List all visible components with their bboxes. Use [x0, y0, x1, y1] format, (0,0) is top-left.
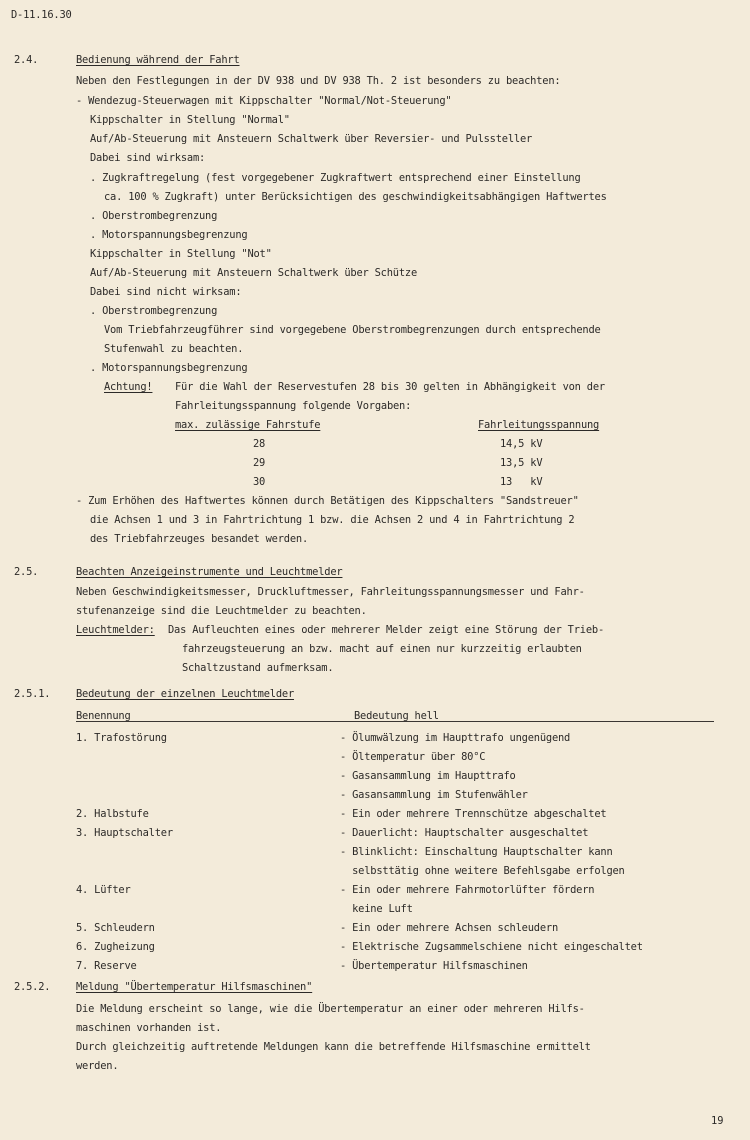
leuchtmelder-label: Leuchtmelder: [76, 624, 155, 636]
paragraph-line: Für die Wahl der Reservestufen 28 bis 30 gelten in Abhängigkeit von der [175, 381, 605, 393]
table-cell-desc: selbsttätig ohne weitere Befehlsgabe erfolgen [340, 865, 625, 877]
achtung-label: Achtung! [104, 381, 153, 393]
table-cell-name: 7. Reserve [76, 960, 137, 972]
section-2-5-number: 2.5. [14, 566, 39, 578]
table-cell-name: 3. Hauptschalter [76, 827, 173, 839]
table-cell-desc: - Blinklicht: Einschaltung Hauptschalter kann [340, 846, 613, 858]
table-cell-name: 2. Halbstufe [76, 808, 149, 820]
page-number: 19 [711, 1115, 724, 1127]
paragraph-line: die Achsen 1 und 3 in Fahrtrichtung 1 bzw. die Achsen 2 und 4 in Fahrtrichtung 2 [90, 514, 575, 526]
table-cell-name: 4. Lüfter [76, 884, 131, 896]
paragraph-line: Auf/Ab-Steuerung mit Ansteuern Schaltwerk über Schütze [90, 267, 418, 279]
table-cell-desc: - Öltemperatur über 80°C [340, 751, 486, 763]
paragraph-line: Vom Triebfahrzeugführer sind vorgegebene Oberstrombegrenzungen durch entsprechende [104, 324, 601, 336]
table-cell-stufe: 29 [253, 457, 266, 469]
list-item: - Wendezug-Steuerwagen mit Kippschalter "Normal/Not-Steuerung" [76, 95, 452, 107]
table-cell-spannung: 13,5 kV [500, 457, 543, 469]
table-cell-desc: - Ölumwälzung im Haupttrafo ungenügend [340, 732, 571, 744]
table-cell-stufe: 28 [253, 438, 266, 450]
section-2-4-number: 2.4. [14, 54, 39, 66]
table-cell-spannung: 14,5 kV [500, 438, 543, 450]
paragraph-line: Kippschalter in Stellung "Not" [90, 248, 272, 260]
table-header-spannung: Fahrleitungsspannung [478, 419, 600, 431]
paragraph-line: werden. [76, 1060, 119, 1072]
paragraph-line: Neben Geschwindigkeitsmesser, Druckluftmesser, Fahrleitungsspannungsmesser und Fahr- [76, 586, 585, 598]
table-cell-desc: - Gasansammlung im Haupttrafo [340, 770, 516, 782]
table-cell-name: 5. Schleudern [76, 922, 155, 934]
paragraph-line: Stufenwahl zu beachten. [104, 343, 244, 355]
paragraph-line: Dabei sind wirksam: [90, 152, 206, 164]
table-cell-desc: - Ein oder mehrere Fahrmotorlüfter fördern [340, 884, 595, 896]
table-cell-spannung: 13 kV [500, 476, 543, 488]
paragraph-line: maschinen vorhanden ist. [76, 1022, 222, 1034]
table-cell-desc: - Ein oder mehrere Trennschütze abgeschaltet [340, 808, 607, 820]
table-header-rule [76, 721, 714, 722]
section-2-5-title: Beachten Anzeigeinstrumente und Leuchtmelder [76, 566, 343, 578]
table-cell-name: 6. Zugheizung [76, 941, 155, 953]
paragraph-line: Dabei sind nicht wirksam: [90, 286, 242, 298]
table-cell-desc: keine Luft [340, 903, 413, 915]
table-cell-name: 1. Trafostörung [76, 732, 167, 744]
paragraph-line: Die Meldung erscheint so lange, wie die Übertemperatur an einer oder mehreren Hilfs- [76, 1003, 585, 1015]
paragraph-line: Neben den Festlegungen in der DV 938 und DV 938 Th. 2 ist besonders zu beachten: [76, 75, 561, 87]
paragraph-line: des Triebfahrzeuges besandet werden. [90, 533, 309, 545]
list-item: . Oberstrombegrenzung [90, 305, 218, 317]
paragraph-line: Durch gleichzeitig auftretende Meldungen kann die betreffende Hilfsmaschine ermittelt [76, 1041, 591, 1053]
list-item: . Zugkraftregelung (fest vorgegebener Zugkraftwert entsprechend einer Einstellung [90, 172, 581, 184]
table-cell-desc: - Dauerlicht: Hauptschalter ausgeschaltet [340, 827, 589, 839]
document-code: D-11.16.30 [11, 9, 72, 21]
paragraph-line: ca. 100 % Zugkraft) unter Berücksichtigen des geschwindigkeitsabhängigen Haftwertes [104, 191, 607, 203]
paragraph-line: Kippschalter in Stellung "Normal" [90, 114, 290, 126]
paragraph-line: Schaltzustand aufmerksam. [182, 662, 334, 674]
table-cell-stufe: 30 [253, 476, 266, 488]
section-2-5-2-title: Meldung "Übertemperatur Hilfsmaschinen" [76, 981, 313, 993]
section-2-5-1-title: Bedeutung der einzelnen Leuchtmelder [76, 688, 295, 700]
section-2-5-2-number: 2.5.2. [14, 981, 51, 993]
paragraph-line: fahrzeugsteuerung an bzw. macht auf einen nur kurzzeitig erlaubten [182, 643, 582, 655]
list-item: - Zum Erhöhen des Haftwertes können durch Betätigen des Kippschalters "Sandstreuer" [76, 495, 579, 507]
table-cell-desc: - Elektrische Zugsammelschiene nicht eingeschaltet [340, 941, 643, 953]
table-cell-desc: - Übertemperatur Hilfsmaschinen [340, 960, 528, 972]
table-cell-desc: - Ein oder mehrere Achsen schleudern [340, 922, 559, 934]
paragraph-line: Fahrleitungsspannung folgende Vorgaben: [175, 400, 412, 412]
table-cell-desc: - Gasansammlung im Stufenwähler [340, 789, 528, 801]
table-header-fahrstufe: max. zulässige Fahrstufe [175, 419, 321, 431]
list-item: . Motorspannungsbegrenzung [90, 362, 248, 374]
section-2-5-1-number: 2.5.1. [14, 688, 51, 700]
column-header-bedeutung: Bedeutung hell [354, 710, 439, 722]
paragraph-line: stufenanzeige sind die Leuchtmelder zu beachten. [76, 605, 367, 617]
section-2-4-title: Bedienung während der Fahrt [76, 54, 240, 66]
paragraph-line: Das Aufleuchten eines oder mehrerer Melder zeigt eine Störung der Trieb- [168, 624, 605, 636]
column-header-benennung: Benennung [76, 710, 131, 722]
paragraph-line: Auf/Ab-Steuerung mit Ansteuern Schaltwerk über Reversier- und Pulssteller [90, 133, 533, 145]
list-item: . Motorspannungsbegrenzung [90, 229, 248, 241]
list-item: . Oberstrombegrenzung [90, 210, 218, 222]
